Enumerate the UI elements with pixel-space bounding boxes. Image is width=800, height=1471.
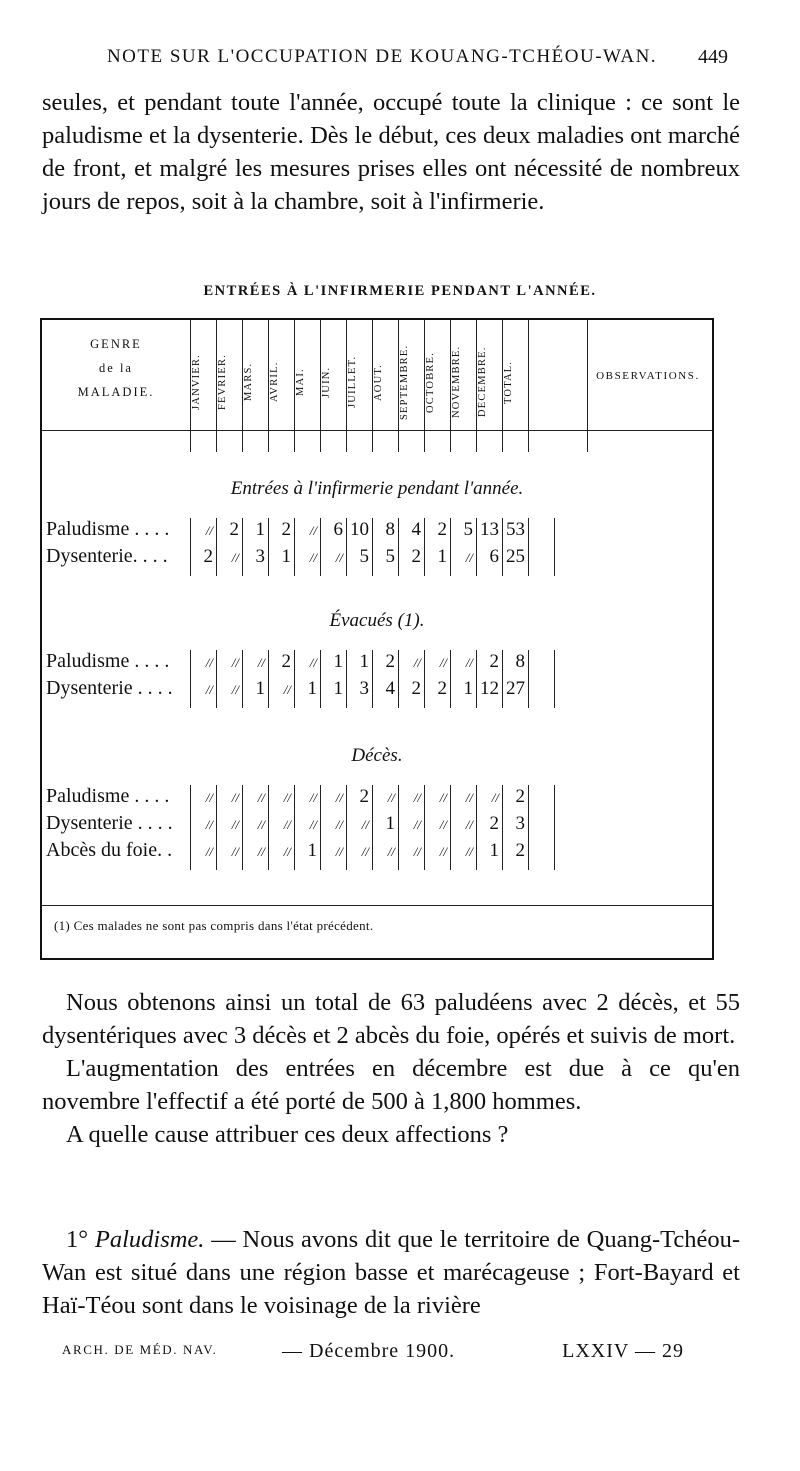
table-cell: // [335, 817, 343, 832]
header-stub [190, 430, 191, 452]
cell-line [476, 785, 477, 870]
header-col-line [190, 320, 191, 430]
header-col-line [320, 320, 321, 430]
table-cell: // [283, 682, 291, 697]
table-cell: // [231, 550, 239, 565]
header-stub [320, 430, 321, 452]
table-cell: 1 [255, 519, 265, 540]
table-cell: 2 [515, 840, 525, 861]
cell-line [450, 785, 451, 870]
table-cell: 5 [385, 546, 395, 567]
cell-line [476, 650, 477, 708]
table-cell: 1 [333, 678, 343, 699]
row-label: Paludisme . . . . [46, 650, 170, 672]
table-cell: // [231, 817, 239, 832]
table-cell: // [231, 655, 239, 670]
table-cell: // [283, 817, 291, 832]
table-cell: // [335, 790, 343, 805]
header-stub [242, 430, 243, 452]
table-cell: // [205, 655, 213, 670]
running-head-title: NOTE SUR L'OCCUPATION DE KOUANG-TCHÉOU-WAN. [106, 46, 658, 67]
month-header: TOTAL. [503, 360, 514, 404]
cell-line [320, 518, 321, 576]
month-header: JANVIER. [191, 354, 202, 410]
cell-line [554, 518, 555, 576]
table-cell: 3 [515, 813, 525, 834]
table-cell: // [335, 844, 343, 859]
table-cell: 13 [480, 519, 499, 540]
table-cell: // [335, 550, 343, 565]
header-stub [528, 430, 529, 452]
month-header: AVRIL. [269, 361, 280, 403]
header-stub [294, 430, 295, 452]
intro-paragraph [42, 86, 740, 218]
summary-paragraph: A quelle cause attribuer ces deux affections ? [66, 1121, 509, 1148]
table-cell: // [361, 844, 369, 859]
row-label: Dysenterie. . . . [46, 545, 168, 567]
cell-line [502, 518, 503, 576]
month-header: FÉVRIER. [217, 354, 228, 410]
table-cell: 10 [350, 519, 369, 540]
table-cell: 2 [515, 786, 525, 807]
cell-line [450, 518, 451, 576]
page-footer [0, 1340, 800, 1370]
header-col-line [346, 320, 347, 430]
cell-line [294, 650, 295, 708]
header-stub [476, 430, 477, 452]
table-cell: // [439, 844, 447, 859]
cell-line [424, 650, 425, 708]
cell-line [554, 785, 555, 870]
table-cell: // [205, 790, 213, 805]
table-cell: 1 [307, 840, 317, 861]
header-col-line [450, 320, 451, 430]
table-cell: // [205, 817, 213, 832]
header-col-line [216, 320, 217, 430]
table-cell: 2 [489, 651, 499, 672]
row-label: Paludisme . . . . [46, 785, 170, 807]
month-header: MARS. [243, 362, 254, 402]
cell-line [528, 650, 529, 708]
table-cell: // [283, 790, 291, 805]
table-cell: // [309, 790, 317, 805]
table-cell: // [465, 844, 473, 859]
footer-signature: LXXIV — 29 [562, 1340, 684, 1362]
section-text: — Nous avons dit que le territoire de Quang-Tchéou-Wan est situé dans une région basse et marécageuse ; Fort-Bayard et Haï-Téou sont dans le voisinage de la rivière [42, 1226, 741, 1319]
header-stub [502, 430, 503, 452]
cell-line [268, 650, 269, 708]
table-cell: // [413, 655, 421, 670]
cell-line [424, 518, 425, 576]
table-cell: 8 [515, 651, 525, 672]
cell-line [320, 650, 321, 708]
header-rule [42, 430, 712, 431]
header-col-line [587, 320, 588, 430]
header-stub [372, 430, 373, 452]
cell-line [372, 518, 373, 576]
table-cell: // [465, 790, 473, 805]
table-cell: // [439, 655, 447, 670]
table-cell: // [413, 844, 421, 859]
month-header: JUILLET. [347, 355, 358, 409]
table-cell: 5 [359, 546, 369, 567]
table-cell: 25 [506, 546, 525, 567]
table-cell: // [413, 790, 421, 805]
cell-line [320, 785, 321, 870]
header-stub [216, 430, 217, 452]
table-cell: // [231, 844, 239, 859]
cell-line [424, 785, 425, 870]
table-cell: 53 [506, 519, 525, 540]
cell-line [268, 785, 269, 870]
table-cell: 5 [463, 519, 473, 540]
table-cell: 3 [255, 546, 265, 567]
genre-header-line: GENRE [90, 337, 142, 351]
table-cell: // [231, 682, 239, 697]
table-cell: 1 [359, 651, 369, 672]
table-cell: // [309, 817, 317, 832]
table-cell: // [205, 844, 213, 859]
genre-header [42, 332, 190, 404]
running-head [0, 46, 800, 76]
summary-section [42, 986, 740, 1151]
month-header: AOÛT. [373, 363, 384, 401]
cell-line [502, 650, 503, 708]
table-cell: 2 [229, 519, 239, 540]
cell-line [450, 650, 451, 708]
month-header: DÉCEMBRE. [477, 346, 488, 418]
header-col-line [528, 320, 529, 430]
table-cell: // [205, 523, 213, 538]
section-title: Décès. [351, 745, 403, 766]
cell-line [554, 650, 555, 708]
page-number: 449 [698, 46, 728, 68]
table-cell: 12 [480, 678, 499, 699]
table-cell: 1 [463, 678, 473, 699]
table-cell: // [257, 655, 265, 670]
month-header: JUIN. [321, 366, 332, 398]
footer-issue: — Décembre 1900. [282, 1340, 456, 1362]
cell-line [398, 785, 399, 870]
paludisme-paragraph [42, 1223, 740, 1322]
cell-line [216, 518, 217, 576]
table-cell: // [257, 817, 265, 832]
table-body [42, 320, 712, 958]
table-cell: // [387, 844, 395, 859]
footnote-rule [42, 905, 712, 906]
table-cell: 1 [489, 840, 499, 861]
cell-line [346, 785, 347, 870]
month-header: NOVEMBRE. [451, 345, 462, 419]
header-stub [398, 430, 399, 452]
table-cell: // [257, 790, 265, 805]
table-cell: // [465, 817, 473, 832]
table-cell: 2 [281, 519, 291, 540]
table-cell: 8 [385, 519, 395, 540]
table-cell: 2 [359, 786, 369, 807]
table-cell: 2 [385, 651, 395, 672]
table-cell: // [283, 844, 291, 859]
header-col-line [502, 320, 503, 430]
table-cell: 4 [411, 519, 421, 540]
table-cell: 6 [489, 546, 499, 567]
cell-line [372, 650, 373, 708]
data-table [40, 318, 714, 960]
cell-line [190, 650, 191, 708]
month-header: MAI. [295, 368, 306, 396]
month-header: SEPTEMBRE. [399, 344, 410, 420]
row-label: Paludisme . . . . [46, 518, 170, 540]
cell-line [242, 518, 243, 576]
table-cell: 3 [359, 678, 369, 699]
cell-line [528, 785, 529, 870]
paludisme-section [42, 1223, 740, 1322]
table-cell: // [387, 790, 395, 805]
observations-header: OBSERVATIONS. [596, 370, 700, 382]
cell-line [346, 518, 347, 576]
section-title: Entrées à l'infirmerie pendant l'année. [230, 478, 524, 499]
header-col-line [424, 320, 425, 430]
header-col-line [476, 320, 477, 430]
header-stub [587, 430, 588, 452]
cell-line [476, 518, 477, 576]
cell-line [242, 650, 243, 708]
cell-line [502, 785, 503, 870]
intro-text: seules, et pendant toute l'année, occupé toute la clinique : ce sont le paludisme et la dysenterie. Dès le début, ces deux maladies ont marché de front, et malgré les mesures prises elles ont nécessité de nombreux jours de repos, soit à la chambre, soit à l'infirmerie. [42, 89, 740, 215]
header-stub [424, 430, 425, 452]
table-cell: // [439, 817, 447, 832]
cell-line [528, 518, 529, 576]
table-cell: // [465, 655, 473, 670]
table-cell: 2 [281, 651, 291, 672]
header-stub [268, 430, 269, 452]
header-col-line [294, 320, 295, 430]
table-cell: // [309, 655, 317, 670]
table-cell: 1 [333, 651, 343, 672]
header-stub [450, 430, 451, 452]
genre-header-line: MALADIE. [77, 385, 155, 399]
summary-paragraph: Nous obtenons ainsi un total de 63 paludéens avec 2 décès, et 55 dysentériques avec 3 décès et 2 abcès du foie, opérés et suivis de mort. [42, 989, 740, 1049]
header-col-line [268, 320, 269, 430]
table-cell: 2 [411, 546, 421, 567]
table-cell: // [413, 817, 421, 832]
table-cell: // [361, 817, 369, 832]
section-title: Paludisme. [94, 1226, 205, 1253]
header-col-line [242, 320, 243, 430]
table-cell: // [257, 844, 265, 859]
table-cell: 2 [489, 813, 499, 834]
table-cell: 6 [333, 519, 343, 540]
footer-journal: ARCH. DE MÉD. NAV. [62, 1342, 218, 1357]
cell-line [242, 785, 243, 870]
table-cell: // [491, 790, 499, 805]
row-label: Dysenterie . . . . [46, 677, 173, 699]
cell-line [398, 518, 399, 576]
section-number: 1° [66, 1226, 89, 1253]
table-footnote: (1) Ces malades ne sont pas compris dans l'état précédent. [54, 918, 374, 933]
cell-line [190, 785, 191, 870]
section-title: Évacués (1). [329, 610, 425, 631]
table-cell: // [205, 682, 213, 697]
cell-line [346, 650, 347, 708]
table-cell: // [439, 790, 447, 805]
table-cell: 1 [255, 678, 265, 699]
table-cell: 4 [385, 678, 395, 699]
table-cell: // [309, 550, 317, 565]
cell-line [398, 650, 399, 708]
table-cell: 2 [437, 678, 447, 699]
table-cell: // [309, 523, 317, 538]
cell-line [216, 785, 217, 870]
table-cell: // [231, 790, 239, 805]
header-col-line [398, 320, 399, 430]
row-label: Dysenterie . . . . [46, 812, 173, 834]
genre-header-line: de la [99, 361, 133, 375]
table-cell: 1 [437, 546, 447, 567]
table-cell: // [465, 550, 473, 565]
row-label: Abcès du foie. . [46, 839, 173, 861]
table-cell: 1 [281, 546, 291, 567]
cell-line [294, 785, 295, 870]
cell-line [216, 650, 217, 708]
table-cell: 1 [385, 813, 395, 834]
header-stub [346, 430, 347, 452]
table-cell: 2 [437, 519, 447, 540]
header-col-line [372, 320, 373, 430]
table-cell: 27 [506, 678, 525, 699]
table-caption: ENTRÉES À L'INFIRMERIE PENDANT L'ANNÉE. [203, 283, 597, 299]
cell-line [268, 518, 269, 576]
table-cell: 1 [307, 678, 317, 699]
table-cell: 2 [203, 546, 213, 567]
table-cell: 2 [411, 678, 421, 699]
cell-line [372, 785, 373, 870]
cell-line [190, 518, 191, 576]
month-header: OCTOBRE. [425, 351, 436, 413]
summary-paragraph: L'augmentation des entrées en décembre est due à ce qu'en novembre l'effectif a été porté de 500 à 1,800 hommes. [42, 1055, 740, 1115]
cell-line [294, 518, 295, 576]
